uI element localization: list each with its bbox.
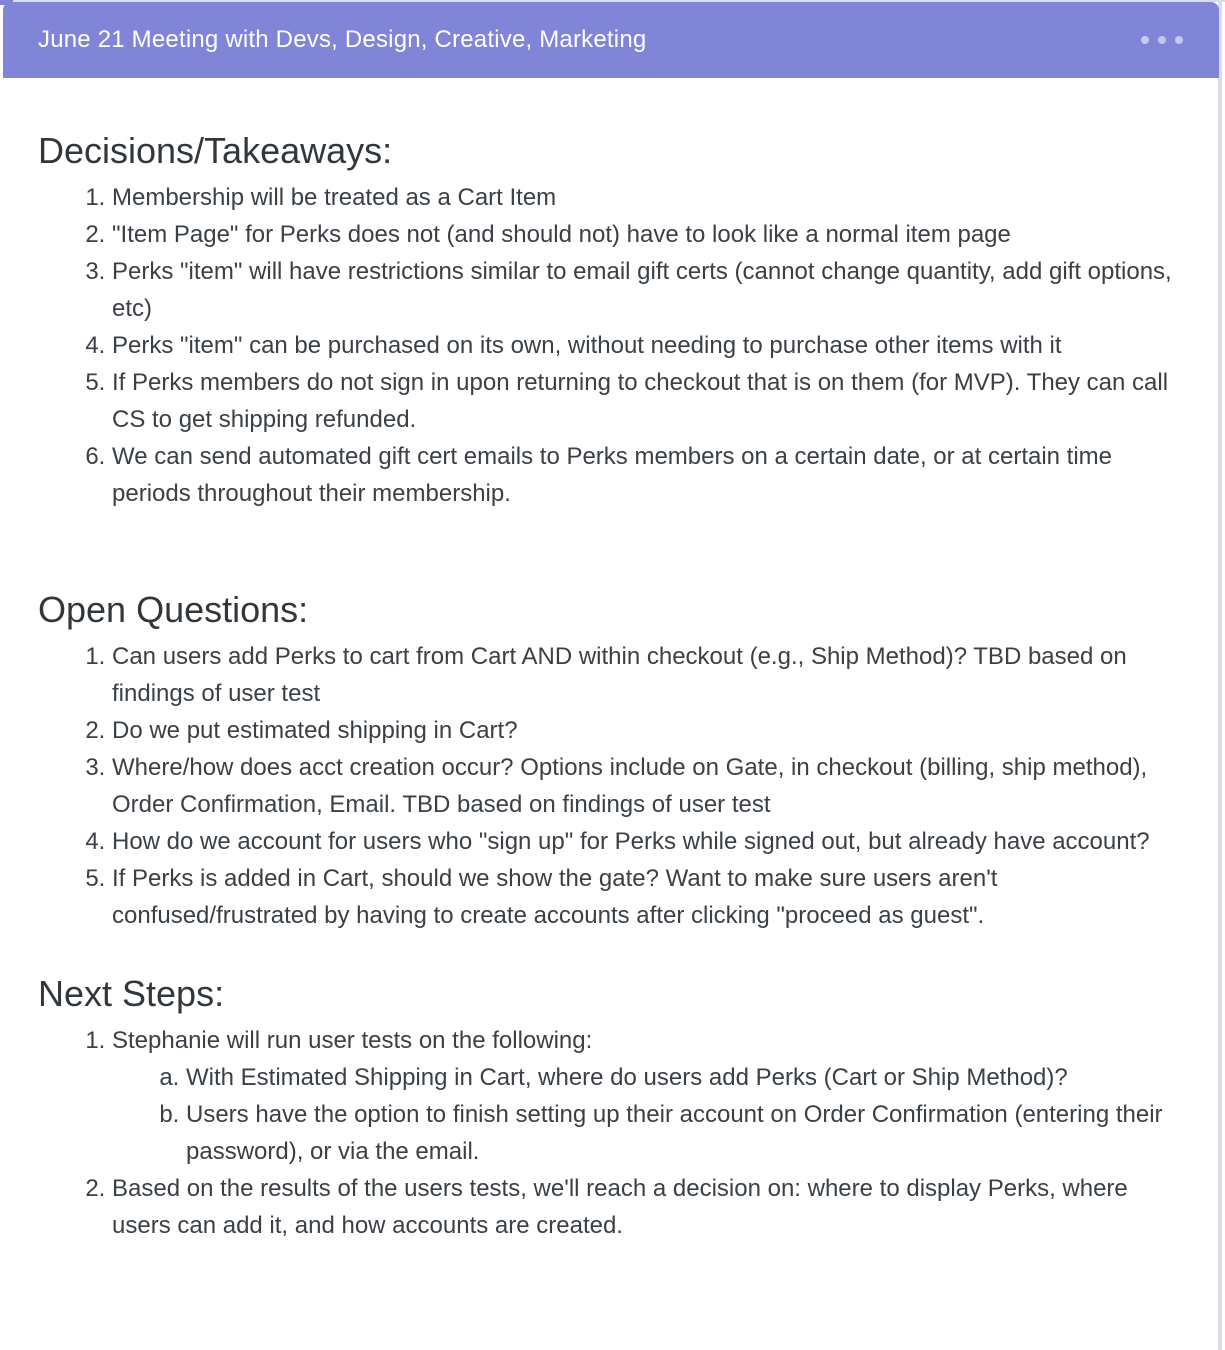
section-heading: Decisions/Takeaways: <box>38 130 393 171</box>
list-subitem: a. With Estimated Shipping in Cart, where do users add Perks (Cart or Ship Method)? <box>186 1059 1176 1096</box>
open-questions-list <box>38 638 1176 934</box>
list-item: 3. Perks "item" will have restrictions similar to email gift certs (cannot change quantity, add gift options, etc) <box>112 253 1176 327</box>
decisions-list <box>38 179 1176 512</box>
note-header <box>3 2 1219 78</box>
note-body[interactable] <box>0 78 1218 1350</box>
note-title: June 21 Meeting with Devs, Design, Creative, Marketing <box>38 26 647 53</box>
list-subitem: b. Users have the option to finish setting up their account on Order Confirmation (entering their password), or via the email. <box>186 1096 1176 1170</box>
list-item: 5. If Perks members do not sign in upon returning to checkout that is on them (for MVP). They can call CS to get shipping refunded. <box>112 364 1176 438</box>
ellipsis-dot <box>1141 36 1149 44</box>
list-item: 1. Can users add Perks to cart from Cart AND within checkout (e.g., Ship Method)? TBD based on findings of user test <box>112 638 1176 712</box>
next-steps-sublist <box>112 1059 1176 1170</box>
list-item: 1. Membership will be treated as a Cart Item <box>112 179 1176 216</box>
ellipsis-icon <box>1141 36 1183 44</box>
list-item: 1. Stephanie will run user tests on the following: a. With Estimated Shipping in Cart, where do users add Perks (Cart or Ship Method)? b. Users have the option to finish setting up their account on Order Confirmation (entering their password), or via the email. <box>112 1022 1176 1170</box>
ellipsis-dot <box>1175 36 1183 44</box>
section-next-steps <box>38 971 1176 1244</box>
list-item: 2. "Item Page" for Perks does not (and should not) have to look like a normal item page <box>112 216 1176 253</box>
next-steps-list <box>38 1022 1176 1244</box>
list-item: 6. We can send automated gift cert emails to Perks members on a certain date, or at certain time periods throughout their membership. <box>112 438 1176 512</box>
list-item: 3. Where/how does acct creation occur? Options include on Gate, in checkout (billing, ship method), Order Confirmation, Email. TBD based on findings of user test <box>112 749 1176 823</box>
list-item: 2. Do we put estimated shipping in Cart? <box>112 712 1176 749</box>
overflow-menu-button[interactable] <box>1137 28 1187 52</box>
list-item: 2. Based on the results of the users tests, we'll reach a decision on: where to display Perks, where users can add it, and how accounts are created. <box>112 1170 1176 1244</box>
section-heading: Next Steps: <box>38 973 225 1014</box>
section-heading: Open Questions: <box>38 589 309 630</box>
ellipsis-dot <box>1158 36 1166 44</box>
right-edge-line <box>1218 0 1222 1350</box>
list-item: 5. If Perks is added in Cart, should we show the gate? Want to make sure users aren't confused/frustrated by having to create accounts after clicking "proceed as guest". <box>112 860 1176 934</box>
list-item: 4. Perks "item" can be purchased on its own, without needing to purchase other items with it <box>112 327 1176 364</box>
section-decisions <box>38 128 1176 512</box>
section-open-questions <box>38 587 1176 934</box>
list-item: 4. How do we account for users who "sign up" for Perks while signed out, but already have account? <box>112 823 1176 860</box>
